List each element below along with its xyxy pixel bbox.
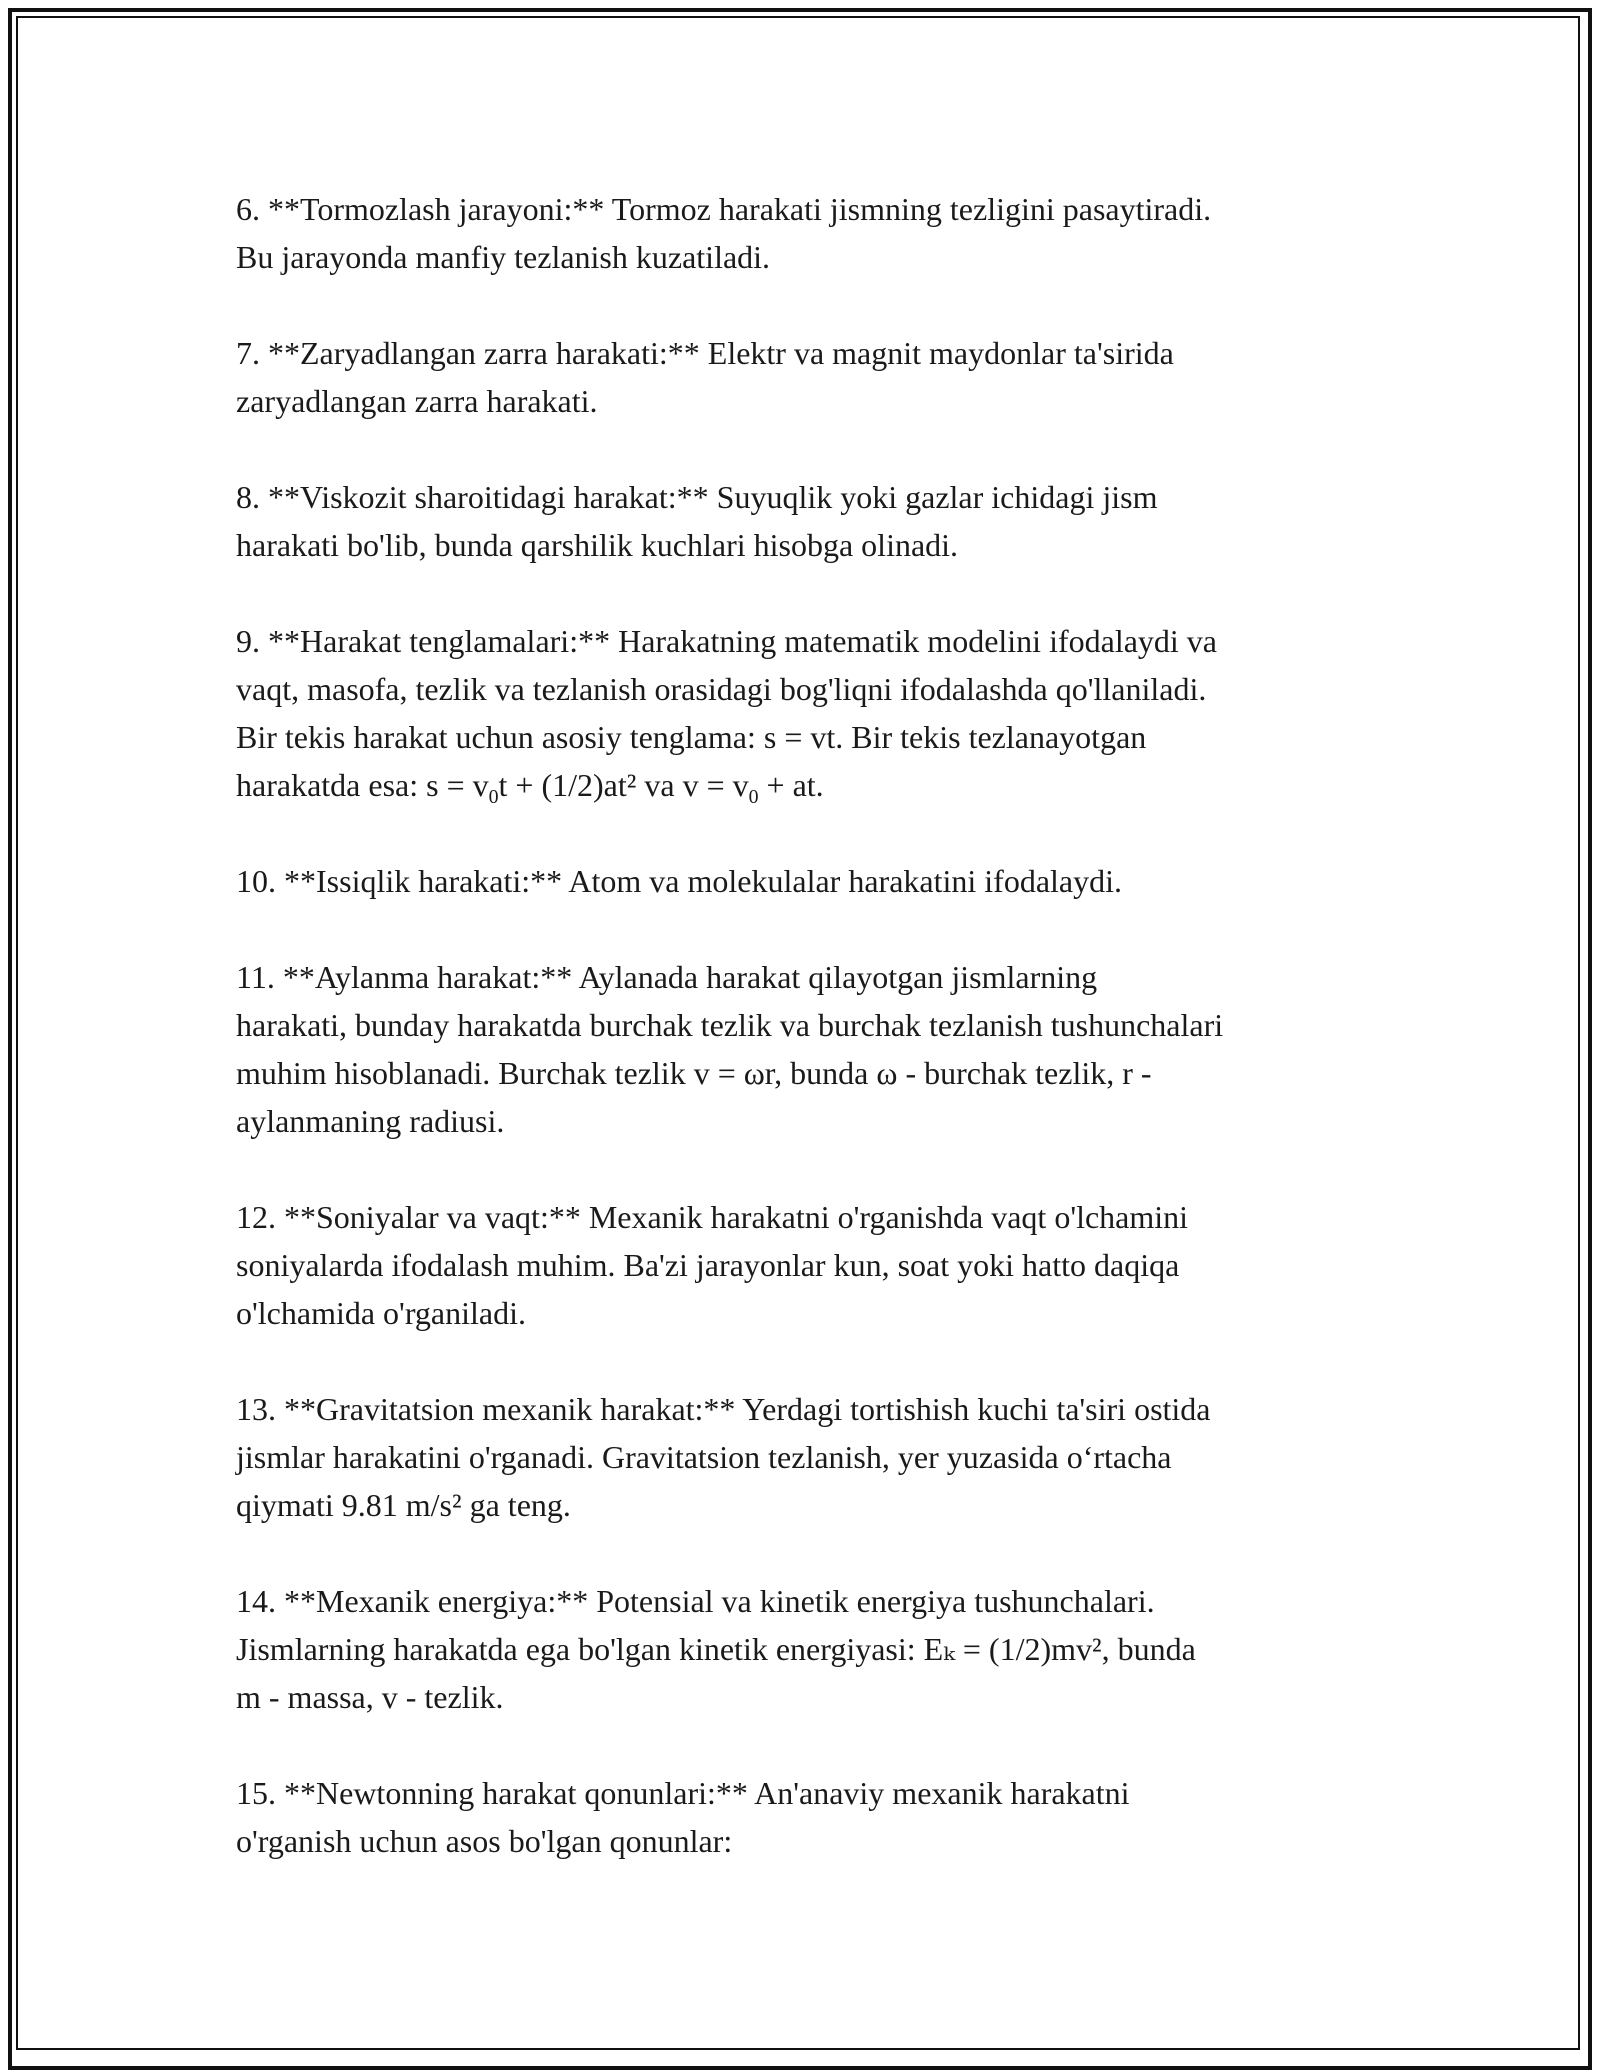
item-line: 6. **Tormozlash jarayoni:** Tormoz harakati jismning tezligini pasaytiradi. (236, 191, 1212, 227)
item-line: o'rganish uchun asos bo'lgan qonunlar: (236, 1823, 733, 1859)
item-7 (236, 329, 1386, 425)
formula-subscript: 0 (488, 785, 499, 808)
formula-subscript: 0 (748, 785, 759, 808)
item-line: o'lchamida o'rganiladi. (236, 1295, 526, 1331)
item-15 (236, 1769, 1386, 1865)
item-9 (236, 617, 1386, 809)
item-line: harakati bo'lib, bunda qarshilik kuchlari hisobga olinadi. (236, 527, 959, 563)
item-line: zaryadlangan zarra harakati. (236, 383, 598, 419)
item-line: 10. **Issiqlik harakati:** Atom va molekulalar harakatini ifodalaydi. (236, 863, 1122, 899)
item-line: jismlar harakatini o'rganadi. Gravitatsion tezlanish, yer yuzasida o‘rtacha (236, 1439, 1172, 1475)
item-11 (236, 953, 1386, 1145)
item-line: Bir tekis harakat uchun asosiy tenglama: s = vt. Bir tekis tezlanayotgan (236, 719, 1147, 755)
item-line: aylanmaning radiusi. (236, 1103, 505, 1139)
formula-prefix: harakatda esa: s = v (236, 767, 489, 803)
formula-suffix: + at. (758, 767, 824, 803)
item-line: muhim hisoblanadi. Burchak tezlik v = ωr, bunda ω - burchak tezlik, r - (236, 1055, 1152, 1091)
item-8 (236, 473, 1386, 569)
item-line: Bu jarayonda manfiy tezlanish kuzatiladi. (236, 239, 771, 275)
item-6 (236, 185, 1386, 281)
item-line: soniyalarda ifodalash muhim. Ba'zi jarayonlar kun, soat yoki hatto daqiqa (236, 1247, 1180, 1283)
item-10 (236, 857, 1386, 905)
item-line: qiymati 9.81 m/s² ga teng. (236, 1487, 571, 1523)
item-line: 15. **Newtonning harakat qonunlari:** An'anaviy mexanik harakatni (236, 1775, 1130, 1811)
item-line: 14. **Mexanik energiya:** Potensial va kinetik energiya tushunchalari. (236, 1583, 1155, 1619)
item-line: Jismlarning harakatda ega bo'lgan kinetik energiyasi: Eₖ = (1/2)mv², bunda (236, 1631, 1196, 1667)
item-line: 12. **Soniyalar va vaqt:** Mexanik harakatni o'rganishda vaqt o'lchamini (236, 1199, 1189, 1235)
item-line: vaqt, masofa, tezlik va tezlanish orasidagi bog'liqni ifodalashda qo'llaniladi. (236, 671, 1207, 707)
item-line: 13. **Gravitatsion mexanik harakat:** Yerdagi tortishish kuchi ta'siri ostida (236, 1391, 1211, 1427)
item-13 (236, 1385, 1386, 1529)
item-line: 9. **Harakat tenglamalari:** Harakatning matematik modelini ifodalaydi va (236, 623, 1217, 659)
formula-middle: t + (1/2)at² va v = v (498, 767, 749, 803)
item-14 (236, 1577, 1386, 1721)
item-line: harakati, bunday harakatda burchak tezlik va burchak tezlanish tushunchalari (236, 1007, 1224, 1043)
item-line: 8. **Viskozit sharoitidagi harakat:** Suyuqlik yoki gazlar ichidagi jism (236, 479, 1158, 515)
item-line: 7. **Zaryadlangan zarra harakati:** Elektr va magnit maydonlar ta'sirida (236, 335, 1174, 371)
item-12 (236, 1193, 1386, 1337)
item-line: m - massa, v - tezlik. (236, 1679, 504, 1715)
document-body (236, 185, 1386, 1865)
item-line: 11. **Aylanma harakat:** Aylanada harakat qilayotgan jismlarning (236, 959, 1098, 995)
formula-line (236, 761, 1386, 809)
